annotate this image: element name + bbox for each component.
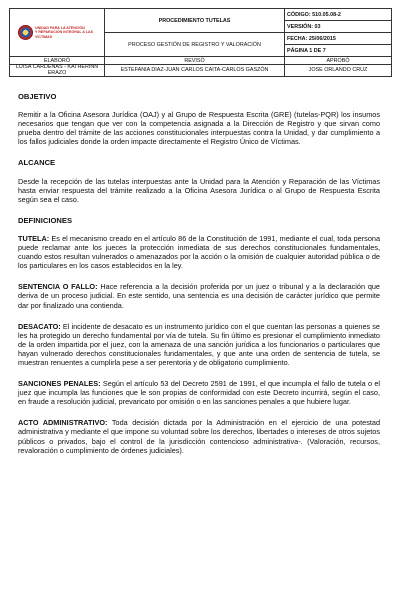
alcance-text: Desde la recepción de las tutelas interpuestas ante la Unidad para la Atención y Reparación de las Víctimas hasta enviar respuesta del trámite realizado a la Oficina Asesora Jurídica o al Grupo de Respuesta Escrita según sea el caso. bbox=[18, 176, 380, 204]
logo-text-line-1: UNIDAD PARA LA ATENCIÓN bbox=[35, 25, 85, 30]
document-version: VERSIÓN: 03 bbox=[285, 21, 392, 33]
objetivo-heading: OBJETIVO bbox=[18, 92, 57, 101]
definition-text: El incidente de desacato es un instrumento jurídico con el que cuentan las personas a quienes se les ha protegido un derecho fundamental por vía de tutela. Su fin último es presionar el cumplimiento inmediato de la orden impartida por el juez, con la amenaza de una sanción jurídica a los funcionarios o particulares que hayan vulnerado derechos constitucionales fundamentales, y que ante una orden de sentencia de tutela, se muestran renuentes a cumplirla pese a ser perentoria y de obligatorio cumplimiento. bbox=[18, 321, 380, 367]
logo-cell bbox=[10, 9, 105, 57]
name-elaboro: LUISA CARDENAS - KATHERINN ERAZO bbox=[10, 65, 105, 77]
document-code: CÓDIGO: 510.05.08-2 bbox=[285, 9, 392, 21]
definition-sanciones bbox=[18, 379, 380, 406]
role-aprobo: APROBÓ bbox=[285, 57, 392, 65]
definition-acto-administrativo bbox=[18, 418, 380, 454]
definition-text: Es el mecanismo creado en el artículo 86 de la Constitución de 1991, mediante el cual, toda persona puede reclamar ante los jueces la protección inmediata de sus derechos constitucionales fundamentales, cuando estos resultan vulnerados o amenazados por la acción o la omisión de cualquier autoridad pública o de los particulares en los casos establecidos en la ley. bbox=[18, 233, 380, 271]
definition-term: SENTENCIA O FALLO: bbox=[18, 282, 98, 292]
page-number: PÁGINA 1 DE 7 bbox=[285, 45, 392, 57]
definition-tutela bbox=[18, 234, 380, 270]
alcance-heading: ALCANCE bbox=[18, 158, 56, 168]
role-elaboro: ELABORÓ bbox=[10, 57, 105, 65]
document-title: PROCEDIMIENTO TUTELAS bbox=[105, 9, 285, 33]
definition-term: DESACATO: bbox=[18, 321, 61, 331]
definition-desacato bbox=[18, 322, 380, 367]
name-aprobo: JOSE ORLANDO CRUZ bbox=[285, 65, 392, 77]
definition-term: TUTELA: bbox=[18, 233, 50, 243]
document-body bbox=[18, 92, 380, 467]
definition-text: Según el artículo 53 del Decreto 2591 de 1991, el que incumpla el fallo de tutela o el juez que incumpla las funciones que le son propias de conformidad con este Decreto incurrirá, según el caso, en fraude a resolución judicial, prevaricato por omisión o en las sanciones penales a que hubiere lugar. bbox=[18, 379, 380, 407]
unit-logo bbox=[12, 25, 102, 40]
coat-of-arms-icon bbox=[18, 25, 33, 40]
process-name: PROCESO GESTIÓN DE REGISTRO Y VALORACIÓN bbox=[105, 33, 285, 57]
definition-term: SANCIONES PENALES: bbox=[18, 379, 101, 389]
objetivo-text: Remitir a la Oficina Asesora Jurídica (OAJ) y al Grupo de Respuesta Escrita (GRE) (tutelas-PQR) los insumos necesarios que tengan que ver con la competencia asignada a la Dirección de Registro y que sirvan como prueba dentro del trámite de las acciones constitucionales interpuestas contra la Unidad, y dar cumplimiento a los fallos judiciales donde la orden impacte directamente el Registro Único de Víctimas. bbox=[18, 110, 380, 147]
role-reviso: REVISÓ bbox=[105, 57, 285, 65]
name-reviso: ESTEFANIA DIAZ-JUAN CARLOS CAITA-CARLOS GASZÓN bbox=[105, 65, 285, 77]
definition-text: Hace referencia a la decisión proferida por un juez o tribunal y a la declaración que deriva de un proceso judicial. En este sentido, una sentencia es una decisión de carácter jurídico que permite dar por finalizado una contienda. bbox=[18, 282, 380, 310]
definition-sentencia bbox=[18, 282, 380, 309]
logo-text-line-2: Y REPARACIÓN INTEGRAL A LAS VÍCTIMAS bbox=[35, 30, 94, 39]
definiciones-heading: DEFINICIONES bbox=[18, 215, 73, 225]
document-header bbox=[9, 8, 392, 77]
definition-text: Toda decisión dictada por la Administración en el ejercicio de una potestad administrativa y mediante el que impone su voluntad sobre los derechos, libertades o intereses de otros sujetos públicos o privados, bajo el control de la jurisdicción contencioso administrativa-. (Valoración, recursos, revaloración o cumplimiento de órdenes judiciales). bbox=[18, 418, 380, 455]
document-date: FECHA: 25/06/2015 bbox=[285, 33, 392, 45]
definition-term: ACTO ADMINISTRATIVO: bbox=[18, 418, 108, 428]
